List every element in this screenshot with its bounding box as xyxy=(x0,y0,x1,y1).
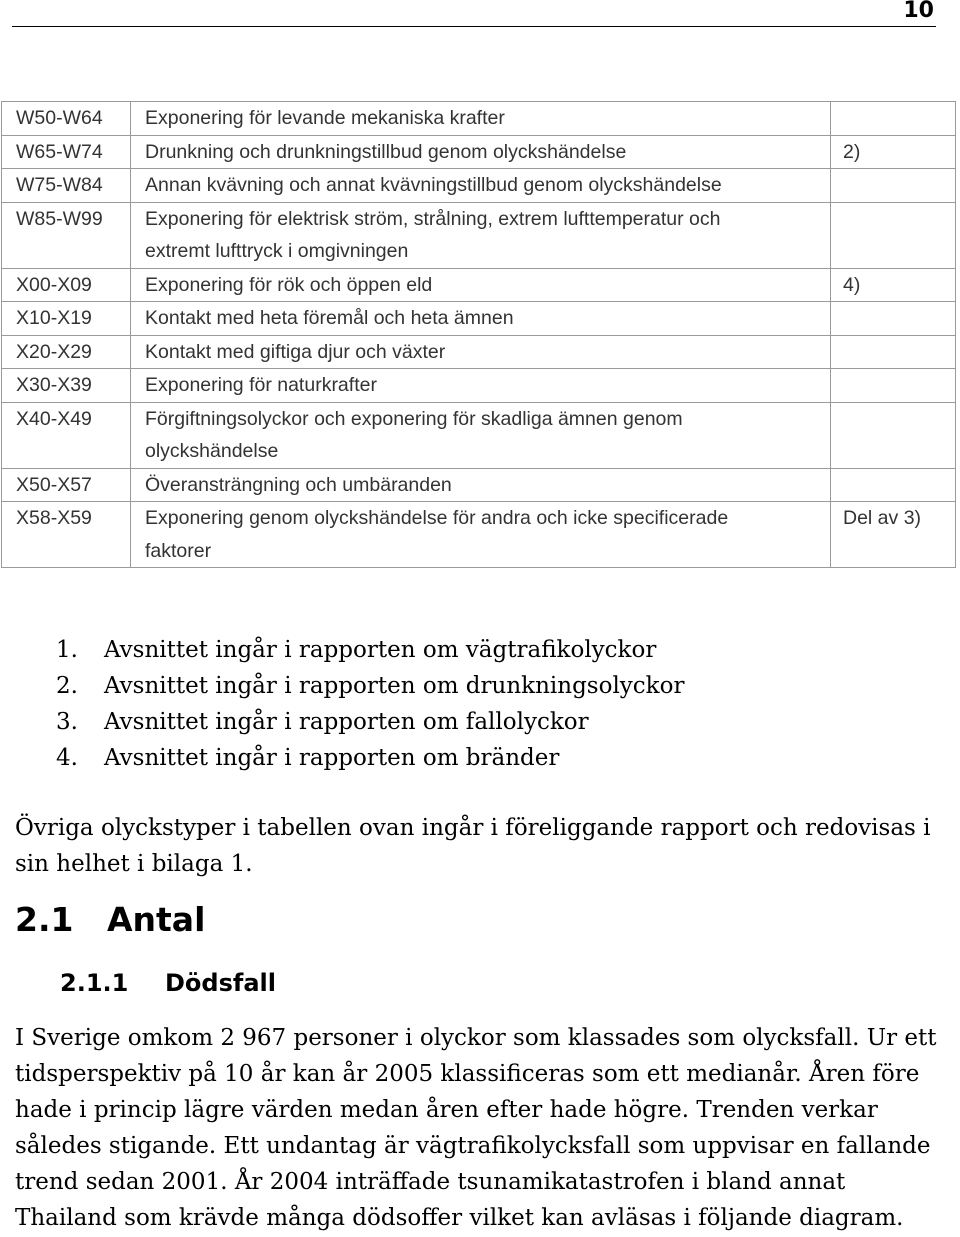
table-row xyxy=(2,502,956,568)
list-text: Avsnittet ingår i rapporten om fallolyckor xyxy=(104,709,589,735)
list-text: Avsnittet ingår i rapporten om bränder xyxy=(104,745,560,771)
icd-code: W85-W99 xyxy=(2,202,131,268)
accident-description xyxy=(131,402,831,468)
report-reference xyxy=(831,335,956,369)
subsection-heading xyxy=(60,969,276,997)
description-line: faktorer xyxy=(145,539,212,562)
report-reference xyxy=(831,369,956,403)
report-reference: 2) xyxy=(831,135,956,169)
description-line: Exponering för naturkrafter xyxy=(145,374,377,396)
icd-code: X00-X09 xyxy=(2,268,131,302)
intro-paragraph: Övriga olyckstyper i tabellen ovan ingår i föreliggande rapport och redovisas i sin helhet i bilaga 1. xyxy=(15,815,931,877)
icd-code: X50-X57 xyxy=(2,468,131,502)
description-line: Kontakt med giftiga djur och växter xyxy=(145,340,446,363)
table-row xyxy=(2,202,956,268)
table-row xyxy=(2,335,956,369)
table-row xyxy=(2,169,956,203)
table-row xyxy=(2,468,956,502)
description-line: extremt lufttryck i omgivningen xyxy=(145,240,409,262)
list-item xyxy=(56,668,684,704)
table-row xyxy=(2,369,956,403)
list-item xyxy=(56,632,684,668)
accident-description xyxy=(131,468,831,502)
list-number: 2. xyxy=(56,673,78,699)
report-reference xyxy=(831,302,956,336)
accident-description xyxy=(131,102,831,136)
icd-code: W50-W64 xyxy=(2,102,131,136)
header-rule xyxy=(12,26,936,27)
icd-code-table xyxy=(1,101,956,568)
description-line: Exponering för elektrisk ström, strålning, extrem lufttemperatur och xyxy=(145,207,721,230)
description-line: Drunkning och drunkningstillbud genom olyckshändelse xyxy=(145,140,627,163)
report-reference: Del av 3) xyxy=(831,502,956,568)
list-text: Avsnittet ingår i rapporten om drunkningsolyckor xyxy=(104,673,685,699)
description-line: Förgiftningsolyckor och exponering för skadliga ämnen genom xyxy=(145,407,683,430)
accident-description xyxy=(131,302,831,336)
subsection-title: Dödsfall xyxy=(165,969,276,997)
section-title: Antal xyxy=(107,900,206,939)
table-row xyxy=(2,102,956,136)
table-row xyxy=(2,135,956,169)
icd-code: X10-X19 xyxy=(2,302,131,336)
section-heading xyxy=(15,900,205,939)
accident-description xyxy=(131,502,831,568)
accident-description xyxy=(131,169,831,203)
report-reference xyxy=(831,202,956,268)
description-line: olyckshändelse xyxy=(145,440,279,462)
description-line: Exponering genom olyckshändelse för andra och icke specificerade xyxy=(145,507,729,529)
list-item xyxy=(56,704,684,740)
report-reference xyxy=(831,102,956,136)
icd-code: X30-X39 xyxy=(2,369,131,403)
footnote-list xyxy=(56,632,684,776)
icd-code: X40-X49 xyxy=(2,402,131,468)
report-reference xyxy=(831,402,956,468)
icd-code: W65-W74 xyxy=(2,135,131,169)
icd-code: X58-X59 xyxy=(2,502,131,568)
description-line: Exponering för levande mekaniska krafter xyxy=(145,107,505,129)
report-reference xyxy=(831,169,956,203)
accident-description xyxy=(131,135,831,169)
description-line: Annan kvävning och annat kvävningstillbud genom olyckshändelse xyxy=(145,174,722,196)
body-paragraph: I Sverige omkom 2 967 personer i olyckor som klassades som olycksfall. Ur ett tidsperspektiv på 10 år kan år 2005 klassificeras som ett medianår. Åren före hade i princip lägre värden medan åren efter hade högre. Trenden verkar således stigande. Ett undantag är vägtrafikolycksfall som uppvisar en fallande trend sedan 2001. År 2004 inträffade tsunamikatastrofen i bland annat Thailand som krävde många dödsoffer vilket kan avläsas i följande diagram. xyxy=(15,1025,937,1231)
report-reference xyxy=(831,468,956,502)
icd-code: W75-W84 xyxy=(2,169,131,203)
table-row xyxy=(2,268,956,302)
page-number: 10 xyxy=(903,0,934,23)
accident-description xyxy=(131,335,831,369)
table-row xyxy=(2,402,956,468)
description-line: Exponering för rök och öppen eld xyxy=(145,273,433,296)
accident-description xyxy=(131,369,831,403)
list-number: 3. xyxy=(56,709,78,735)
accident-description xyxy=(131,202,831,268)
accident-description xyxy=(131,268,831,302)
icd-code: X20-X29 xyxy=(2,335,131,369)
subsection-number: 2.1.1 xyxy=(60,969,129,997)
description-line: Överansträngning och umbäranden xyxy=(145,473,452,496)
list-number: 4. xyxy=(56,745,78,771)
list-item xyxy=(56,740,684,776)
description-line: Kontakt med heta föremål och heta ämnen xyxy=(145,307,514,329)
list-number: 1. xyxy=(56,637,78,663)
section-number: 2.1 xyxy=(15,900,74,939)
list-text: Avsnittet ingår i rapporten om vägtrafikolyckor xyxy=(104,637,657,663)
table-row xyxy=(2,302,956,336)
report-reference: 4) xyxy=(831,268,956,302)
